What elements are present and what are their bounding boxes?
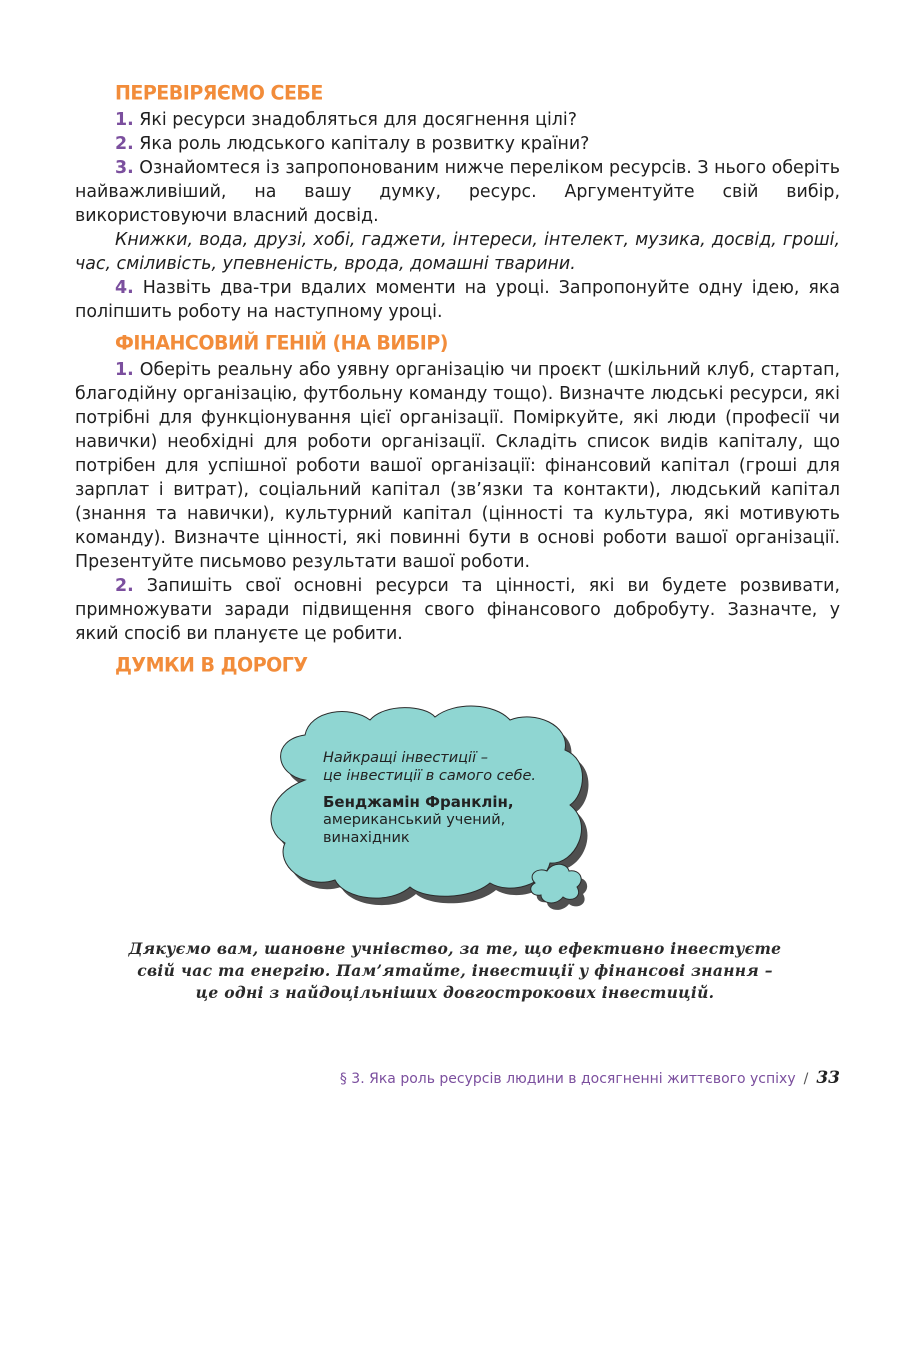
question-1: [75, 108, 840, 132]
question-text: Яка роль людського капіталу в розвитку країни?: [139, 134, 590, 154]
task-text: Запишіть свої основні ресурси та цінності, які ви будете розвивати, примножувати заради підвищення свого фінансового добробуту. Зазначте, у який спосіб ви плануєте це робити.: [75, 576, 840, 644]
closing-line-1: Дякуємо вам, шановне учнівство, за те, що ефективно інвестуєте: [128, 939, 782, 958]
closing-line-2: свій час та енергію. Пам’ятайте, інвестиції у фінансові знання –: [137, 961, 773, 980]
question-number: 4.: [115, 278, 134, 298]
footer-separator: /: [803, 1071, 809, 1087]
quote-line-1: Найкращі інвестиції –: [323, 750, 488, 766]
section-heading-check: ПЕРЕВІРЯЄМО СЕБЕ: [115, 81, 323, 105]
question-text: Назвіть два-три вдалих моменти на уроці. Запропонуйте одну ідею, яка поліпшить роботу на наступному уроці.: [75, 278, 840, 322]
quote-cloud: [265, 705, 605, 930]
task-text: Оберіть реальну або уявну організацію чи проєкт (шкільний клуб, стартап, благодійну організацію, футбольну команду тощо). Визначте людські ресурси, які потрібні для функціонування цієї організації. Поміркуйте, які люди (професії чи навички) необхідні для роботи організації. Складіть список видів капіталу, що потрібен для успішної роботи вашої організації: фінансовий капітал (гроші для зарплат і витрат), соціальний капітал (зв’язки та контакти), людський капітал (знання та навички), культурний капітал (цінності та культура, які мотивують команду). Визначте цінності, які повинні бути в основі роботи вашої організації. Презентуйте письмово результати вашої роботи.: [75, 360, 841, 572]
task-1: [75, 358, 840, 574]
footer-chapter-title: § 3. Яка роль ресурсів людини в досягненні життєвого успіху: [339, 1071, 796, 1087]
question-3: [75, 156, 840, 228]
task-2: [75, 574, 840, 646]
closing-line-3: це одні з найдоцільніших довгострокових інвестицій.: [195, 983, 715, 1002]
author-role-line-1: американський учений,: [323, 812, 506, 828]
section-heading-genius: ФІНАНСОВИЙ ГЕНІЙ (НА ВИБІР): [115, 331, 448, 355]
page-number: 33: [816, 1068, 840, 1088]
quote-author: Бенджамін Франклін,: [323, 793, 514, 811]
task-number: 2.: [115, 576, 134, 596]
quote-text: [323, 749, 573, 847]
page-footer: [340, 1068, 840, 1088]
question-number: 2.: [115, 134, 134, 154]
section-heading-thoughts: ДУМКИ В ДОРОГУ: [115, 653, 308, 677]
question-4: [75, 276, 840, 324]
quote-line-2: це інвестиції в самого себе.: [323, 768, 537, 784]
resource-list: Книжки, вода, друзі, хобі, гаджети, інтереси, інтелект, музика, досвід, гроші, час, сміливість, упевненість, врода, домашні тварини.: [75, 230, 840, 274]
question-text: Ознайомтеся із запропонованим нижче переліком ресурсів. З нього оберіть найважливіший, на вашу думку, ресурс. Аргументуйте свій вибір, використовуючи власний досвід.: [75, 158, 840, 226]
author-role-line-2: винахідник: [323, 830, 410, 846]
question-number: 3.: [115, 158, 134, 178]
closing-message: [90, 938, 820, 1004]
task-number: 1.: [115, 360, 134, 380]
question-2: [75, 132, 840, 156]
page-content: [75, 78, 840, 680]
question-text: Які ресурси знадобляться для досягнення цілі?: [139, 110, 577, 130]
question-number: 1.: [115, 110, 134, 130]
